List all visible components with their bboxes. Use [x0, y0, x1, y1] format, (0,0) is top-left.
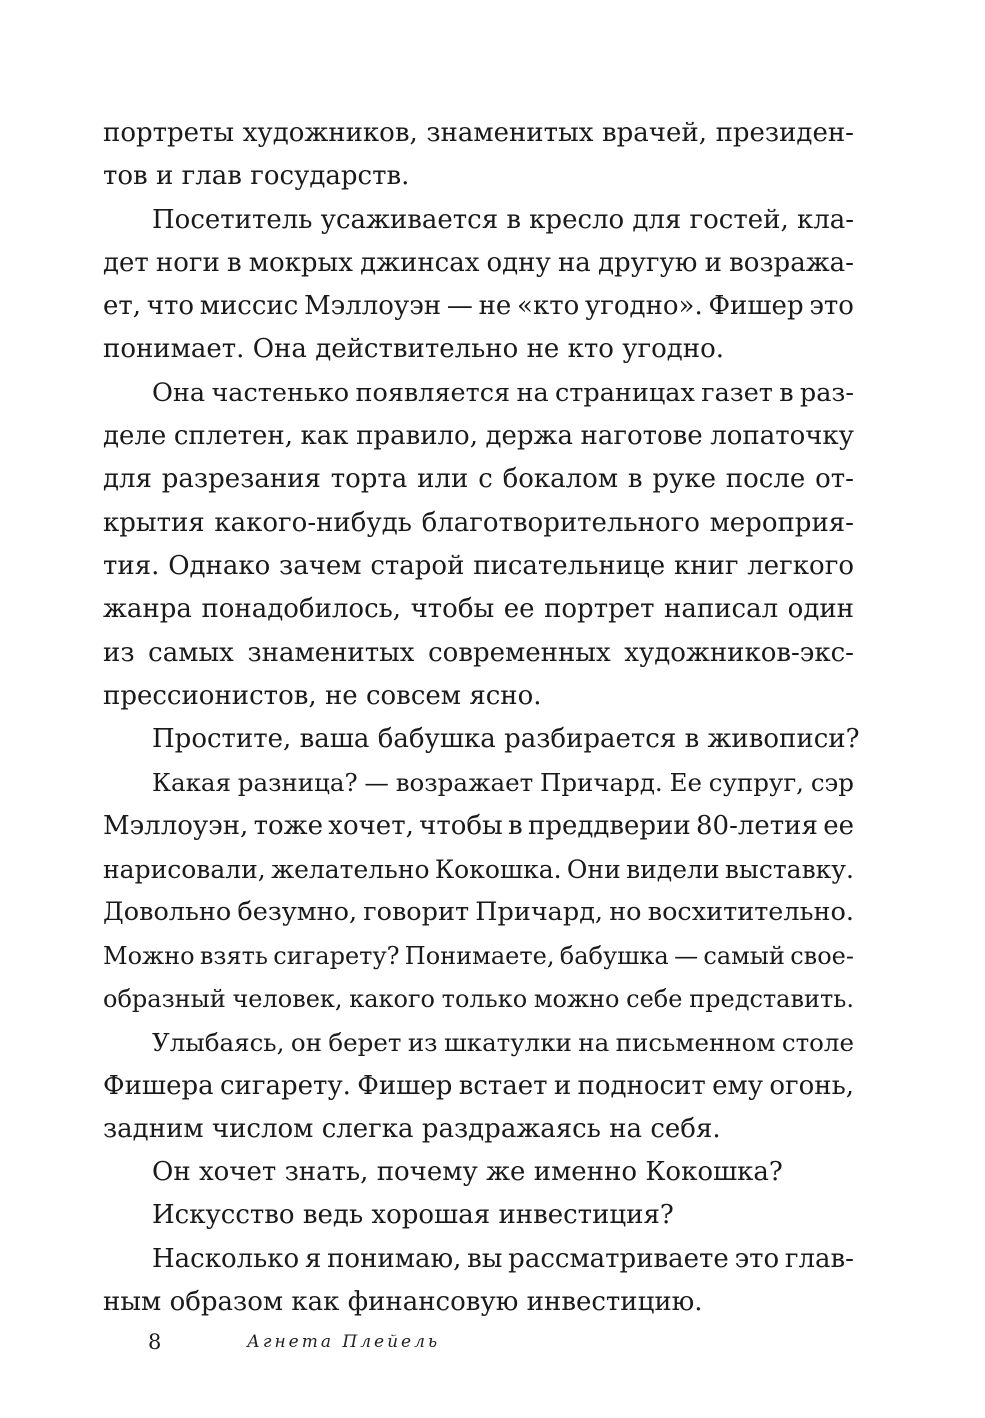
- text-line: Мэллоуэн, тоже хочет, чтобы в преддверии 80-летия ее: [103, 810, 854, 841]
- text-line: Насколько я понимаю, вы рассматриваете это глав-: [152, 1243, 854, 1274]
- page-number: 8: [148, 1330, 162, 1354]
- text-line: Можно взять сигарету? Понимаете, бабушка — самый свое-: [103, 941, 854, 970]
- text-line: Какая разница? — возражает Причард. Ее супруг, сэр: [152, 768, 854, 798]
- text-line: задним числом слегка раздражаясь на себя.: [103, 1113, 721, 1144]
- text-line: жанра понадобилось, чтобы ее портрет написал один: [103, 594, 854, 625]
- running-head-author: Агнета Плейель: [247, 1332, 441, 1352]
- text-line: Улыбаясь, он берет из шкатулки на письменном столе: [152, 1028, 854, 1058]
- page-footer: [0, 1326, 985, 1358]
- text-line: крытия какого-нибудь благотворительного мероприя-: [103, 507, 854, 538]
- page-text: [103, 112, 860, 1324]
- text-line: из самых знаменитых современных художников-экс-: [103, 637, 854, 668]
- text-line: ет, что миссис Мэллоуэн — не «кто угодно». Фишер это: [103, 291, 854, 322]
- text-line: портреты художников, знаменитых врачей, президен-: [103, 118, 854, 148]
- text-line: Он хочет знать, почему же именно Кокошка?: [152, 1157, 783, 1188]
- text-line: Посетитель усаживается в кресло для гостей, кла-: [152, 204, 854, 235]
- text-line: нарисовали, желательно Кокошка. Они видели выставку.: [103, 855, 854, 885]
- text-line: Фишера сигарету. Фишер встает и подносит ему огонь,: [103, 1070, 854, 1101]
- text-line: тия. Однако зачем старой писательнице книг легкого: [103, 550, 854, 581]
- text-line: деле сплетен, как правило, держа наготове лопаточку: [103, 421, 854, 452]
- text-line: Простите, ваша бабушка разбирается в живописи?: [152, 724, 860, 755]
- text-line: дет ноги в мокрых джинсах одну на другую и возража-: [103, 247, 854, 278]
- text-line: Довольно безумно, говорит Причард, но восхитительно.: [103, 897, 854, 928]
- text-line: ным образом как финансовую инвестицию.: [103, 1287, 703, 1318]
- text-line: для разрезания торта или с бокалом в руке после от-: [103, 464, 854, 495]
- text-line: Искусство ведь хорошая инвестиция?: [152, 1200, 674, 1231]
- text-line: прессионистов, не совсем ясно.: [103, 680, 542, 711]
- text-line: Она частенько появляется на страницах газет в раз-: [152, 377, 854, 408]
- text-line: понимает. Она действительно не кто угодно.: [103, 334, 725, 365]
- text-line: образный человек, какого только можно себе представить.: [103, 984, 854, 1013]
- text-line: тов и глав государств.: [103, 161, 410, 192]
